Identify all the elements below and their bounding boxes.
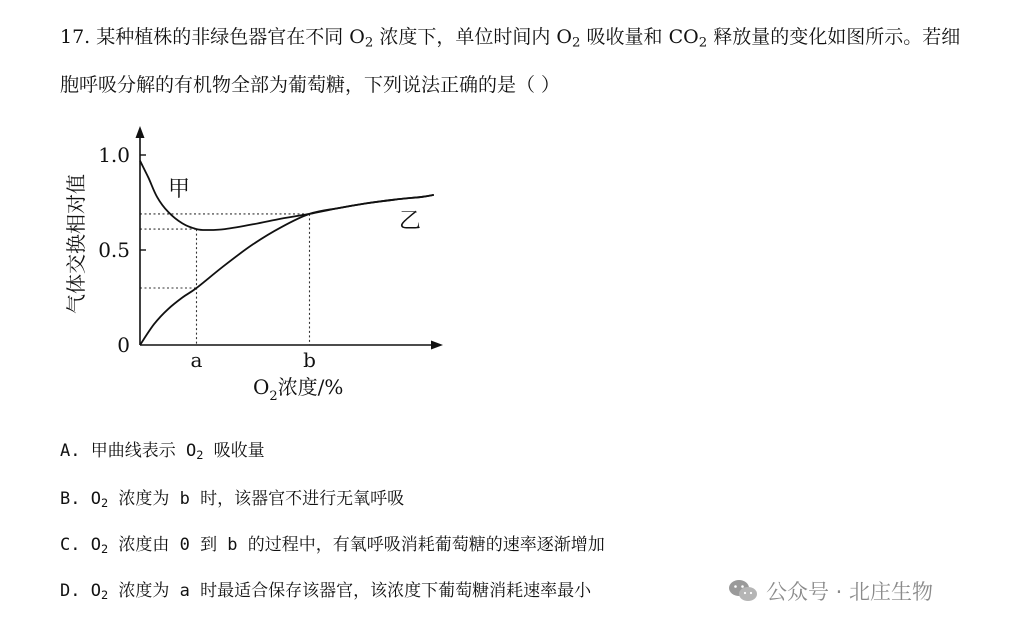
series-label-yi: 乙 (399, 209, 422, 234)
x-axis-label: $O_2$浓度/% (253, 375, 344, 404)
y-tick-label: 0 (117, 333, 130, 357)
guide-lines (140, 214, 310, 345)
chart-axes (136, 126, 444, 350)
series-label-jia: 甲 (168, 177, 191, 202)
option-a[interactable]: A. 甲曲线表示 $O_2$ 吸收量 (60, 441, 265, 462)
watermark (728, 574, 933, 608)
question-text-line-2: 胞呼吸分解的有机物全部为葡萄糖，下列说法正确的是（ ） (60, 74, 561, 96)
chart-labels (64, 143, 421, 404)
option-d[interactable]: D. $O_2$ 浓度为 a 时最适合保存该器官，该浓度下葡萄糖消耗速率最小 (60, 581, 592, 602)
wechat-icon (728, 578, 758, 604)
y-axis-label: 气体交换相对值 (64, 174, 88, 314)
y-tick-label: 0.5 (98, 238, 130, 262)
option-b[interactable]: B. $O_2$ 浓度为 b 时，该器官不进行无氧呼吸 (60, 489, 405, 510)
option-c[interactable]: C. $O_2$ 浓度由 0 到 b 的过程中，有氧呼吸消耗葡萄糖的速率逐渐增加 (60, 535, 605, 556)
gas-exchange-chart (55, 120, 475, 405)
watermark-text: 公众号 · 北庄生物 (766, 580, 934, 604)
y-axis-arrow (136, 126, 145, 138)
question-text-line-1: 17. 某种植株的非绿色器官在不同 $O_2$ 浓度下，单位时间内 $O_2$ 吸收量和 $CO_2$ 释放量的变化如图所示。若细 (60, 26, 961, 51)
x-tick-label: a (190, 348, 203, 372)
y-tick-label: 1.0 (98, 143, 130, 167)
x-axis-arrow (431, 341, 443, 350)
x-tick-label: b (303, 348, 316, 372)
